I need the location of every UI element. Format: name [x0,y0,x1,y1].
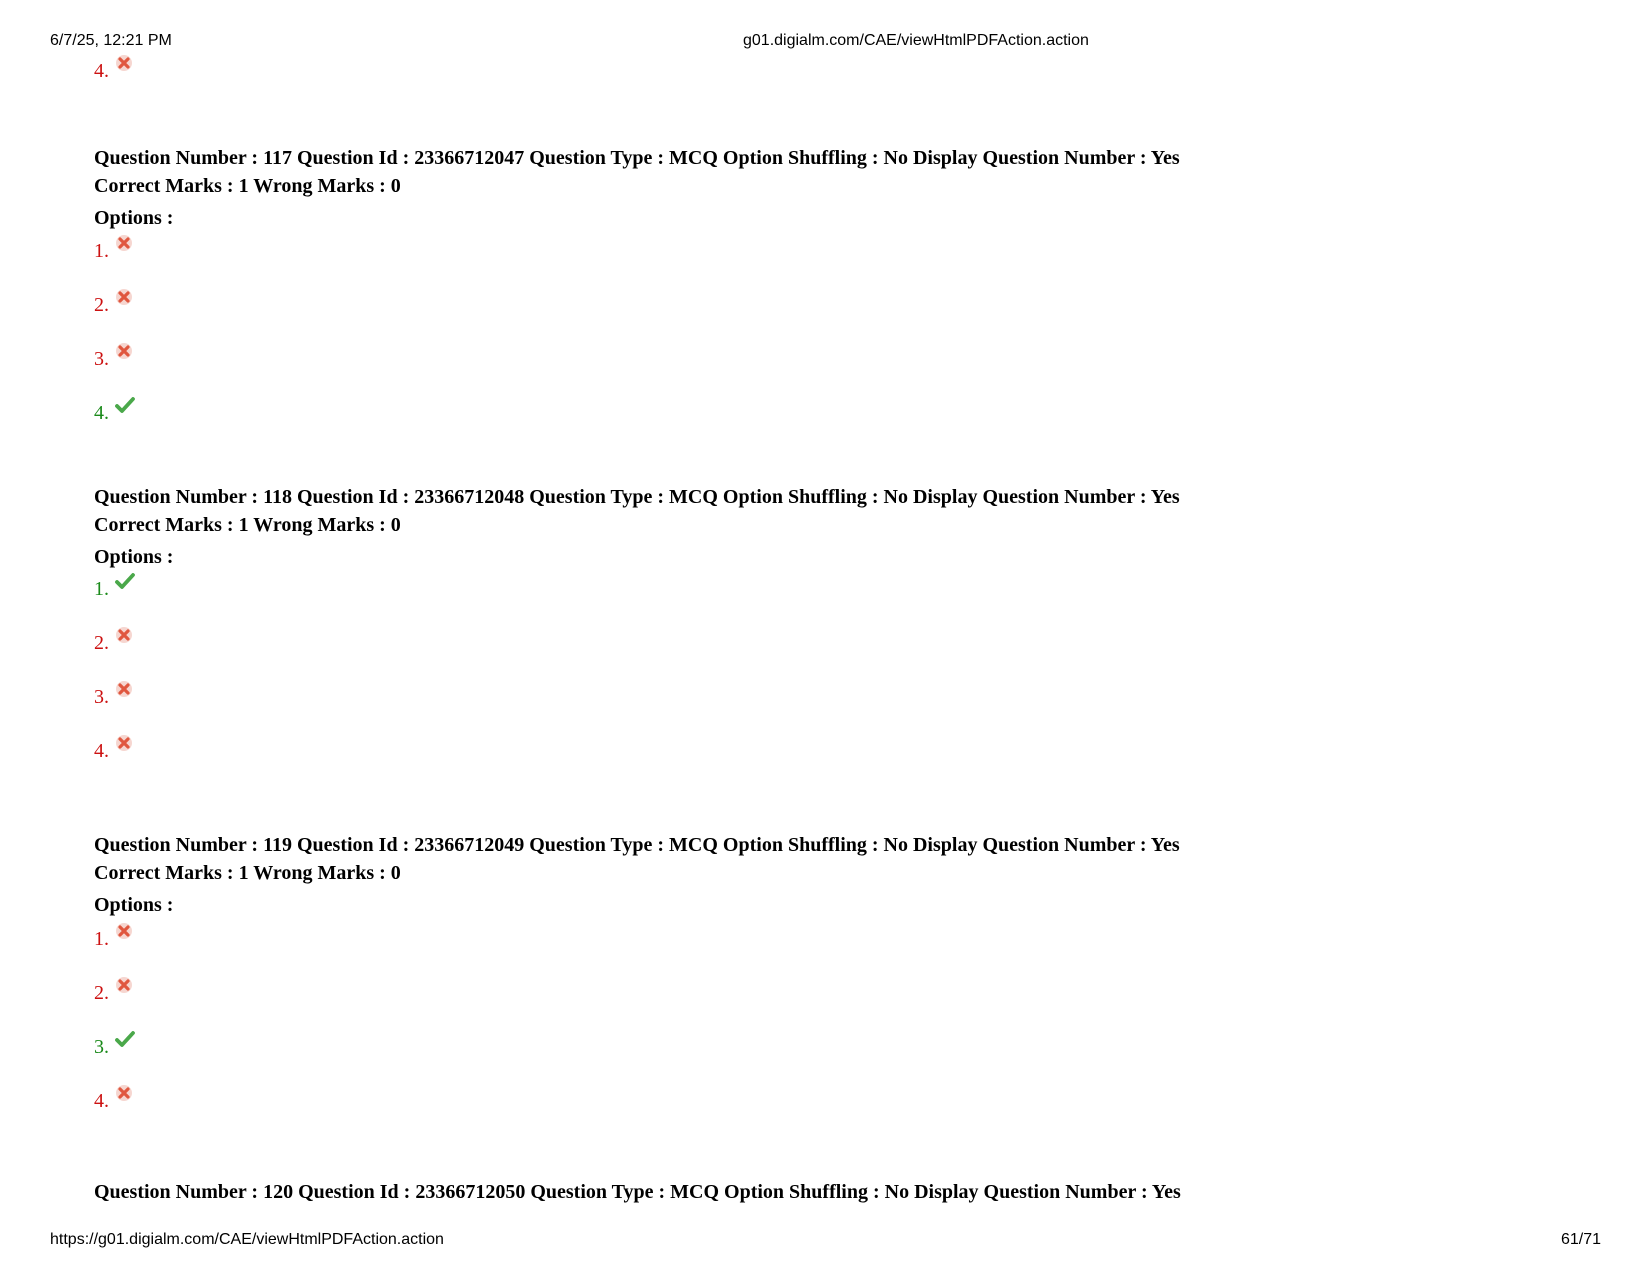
option-item [94,632,133,655]
option-number: 4. [94,402,109,424]
option-number: 2. [94,982,109,1004]
question-block [94,144,1180,232]
option-number: 1. [94,578,109,600]
option-number: 1. [94,928,109,950]
cross-icon [115,626,133,644]
cross-icon [115,922,133,940]
cross-icon [115,734,133,752]
page-number: 61/71 [1560,1231,1601,1248]
cross-icon [115,1084,133,1102]
option-number: 4. [94,60,109,82]
option-item [94,982,133,1005]
question-marks: Correct Marks : 1 Wrong Marks : 0 [94,514,401,536]
option-number: 3. [94,348,109,370]
question-marks: Correct Marks : 1 Wrong Marks : 0 [94,175,401,197]
option-number: 3. [94,1036,109,1058]
option-item [94,928,133,951]
question-meta: Question Number : 117 Question Id : 23366712047 Question Type : MCQ Option Shuffling : No Display Question Number : Yes [94,147,1180,169]
options-label: Options : [94,894,174,916]
cross-icon [115,680,133,698]
cross-icon [115,342,133,360]
option-item [94,686,133,709]
option-item [94,1090,133,1113]
print-page-url: g01.digialm.com/CAE/viewHtmlPDFAction.action [743,32,1089,49]
cross-icon [115,288,133,306]
cross-icon [115,54,133,72]
check-icon [115,572,135,590]
question-block [94,483,1180,571]
option-item [94,402,135,425]
option-number: 4. [94,740,109,762]
option-number: 1. [94,240,109,262]
options-label: Options : [94,546,174,568]
print-datetime: 6/7/25, 12:21 PM [50,32,172,49]
question-marks: Correct Marks : 1 Wrong Marks : 0 [94,862,401,884]
question-meta: Question Number : 120 Question Id : 23366712050 Question Type : MCQ Option Shuffling : No Display Question Number : Yes [94,1181,1181,1203]
question-block [94,1178,1181,1206]
options-label: Options : [94,207,174,229]
option-item [94,740,133,763]
option-number: 2. [94,632,109,654]
cross-icon [115,976,133,994]
option-item [94,1036,135,1059]
cross-icon [115,234,133,252]
check-icon [115,396,135,414]
option-number: 4. [94,1090,109,1112]
question-meta: Question Number : 119 Question Id : 23366712049 Question Type : MCQ Option Shuffling : No Display Question Number : Yes [94,834,1180,856]
check-icon [115,1030,135,1048]
option-item [94,240,133,263]
option-number: 2. [94,294,109,316]
question-block [94,831,1180,919]
option-item [94,578,135,601]
option-item [94,60,133,83]
option-item [94,348,133,371]
footer-url: https://g01.digialm.com/CAE/viewHtmlPDFAction.action [50,1231,444,1248]
option-number: 3. [94,686,109,708]
question-meta: Question Number : 118 Question Id : 23366712048 Question Type : MCQ Option Shuffling : No Display Question Number : Yes [94,486,1180,508]
option-item [94,294,133,317]
